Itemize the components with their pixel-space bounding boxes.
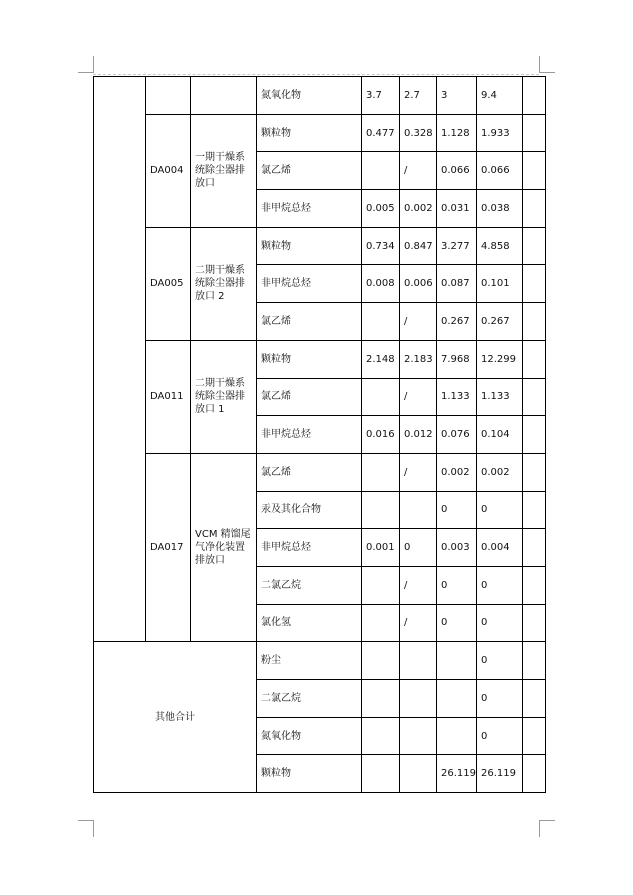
extra-cell [523,152,546,190]
value-cell-1: 2.148 [362,340,400,378]
value-cell-4: 0.038 [477,190,523,228]
value-cell-4: 0.002 [477,453,523,491]
value-cell-1 [362,642,400,680]
value-cell-2: / [400,604,437,642]
value-cell-4: 0.004 [477,529,523,567]
value-cell-1 [362,566,400,604]
value-cell-1 [362,755,400,793]
value-cell-4: 0 [477,566,523,604]
table-row [94,642,546,680]
extra-cell [523,717,546,755]
extra-cell [523,755,546,793]
value-cell-2 [400,755,437,793]
value-cell-3 [437,717,477,755]
pollutant-cell: 颗粒物 [257,114,362,152]
value-cell-1: 0.001 [362,529,400,567]
value-cell-3: 0.267 [437,303,477,341]
value-cell-4: 0 [477,717,523,755]
value-cell-3: 0 [437,566,477,604]
value-cell-2: 0.012 [400,416,437,454]
pollutant-cell: 二氯乙烷 [257,566,362,604]
value-cell-1 [362,680,400,718]
header-dashed-line [93,74,539,75]
value-cell-3: 0.087 [437,265,477,303]
value-cell-4: 0 [477,491,523,529]
value-cell-1: 0.734 [362,227,400,265]
table-row [94,453,546,491]
extra-cell [523,604,546,642]
pollutant-cell: 非甲烷总烃 [257,265,362,303]
pollutant-cell: 非甲烷总烃 [257,529,362,567]
crop-mark-bottom-right [539,820,555,837]
table-row [94,340,546,378]
value-cell-2: 0.847 [400,227,437,265]
value-cell-4: 0.066 [477,152,523,190]
value-cell-1 [362,604,400,642]
outlet-name: VCM 精馏尾气净化装置排放口 [191,453,257,641]
value-cell-4: 0.267 [477,303,523,341]
value-cell-3 [437,642,477,680]
value-cell-4: 26.119 [477,755,523,793]
value-cell-2 [400,717,437,755]
value-cell-4: 0.104 [477,416,523,454]
value-cell-2: / [400,378,437,416]
value-cell-2: 0.002 [400,190,437,228]
value-cell-4: 0 [477,680,523,718]
pollutant-cell: 氯乙烯 [257,152,362,190]
value-cell-3: 0.002 [437,453,477,491]
pollutant-cell: 粉尘 [257,642,362,680]
value-cell-1: 0.016 [362,416,400,454]
left-blank-cell [94,77,146,642]
extra-cell [523,340,546,378]
value-cell-1 [362,303,400,341]
value-cell-3: 7.968 [437,340,477,378]
outlet-code: DA005 [146,227,191,340]
extra-cell [523,566,546,604]
value-cell-2: / [400,152,437,190]
extra-cell [523,265,546,303]
value-cell-2: 0.328 [400,114,437,152]
extra-cell [523,378,546,416]
pollutant-cell: 氯化氢 [257,604,362,642]
crop-mark-top-right [539,56,555,73]
extra-cell [523,453,546,491]
outlet-code-blank [146,77,191,115]
value-cell-3: 1.133 [437,378,477,416]
pollutant-cell: 颗粒物 [257,340,362,378]
value-cell-3: 0.003 [437,529,477,567]
value-cell-3 [437,680,477,718]
outlet-name: 二期干燥系统除尘器排放口 1 [191,340,257,453]
value-cell-2 [400,642,437,680]
value-cell-2 [400,680,437,718]
value-cell-2: 0.006 [400,265,437,303]
value-cell-4: 4.858 [477,227,523,265]
pollutant-cell: 氯乙烯 [257,453,362,491]
pollutant-cell: 汞及其化合物 [257,491,362,529]
extra-cell [523,642,546,680]
value-cell-1 [362,453,400,491]
extra-cell [523,680,546,718]
value-cell-1: 0.005 [362,190,400,228]
value-cell-3: 0 [437,491,477,529]
outlet-code: DA017 [146,453,191,641]
pollutant-cell: 氮氧化物 [257,717,362,755]
value-cell-1 [362,378,400,416]
extra-cell [523,416,546,454]
value-cell-4: 0.101 [477,265,523,303]
value-cell-4: 0 [477,642,523,680]
pollutant-cell: 二氯乙烷 [257,680,362,718]
value-cell-3: 0.066 [437,152,477,190]
pollutant-cell: 氮氧化物 [257,77,362,115]
value-cell-2: / [400,303,437,341]
extra-cell [523,529,546,567]
pollutant-cell: 颗粒物 [257,227,362,265]
value-cell-3: 0.076 [437,416,477,454]
crop-mark-top-left [78,56,94,73]
table-row [94,77,546,115]
emission-table [93,76,546,793]
value-cell-3: 3.277 [437,227,477,265]
value-cell-4: 1.933 [477,114,523,152]
crop-mark-bottom-left [78,820,94,837]
value-cell-1 [362,491,400,529]
value-cell-3: 3 [437,77,477,115]
value-cell-2: / [400,453,437,491]
pollutant-cell: 非甲烷总烃 [257,416,362,454]
outlet-code: DA004 [146,114,191,227]
value-cell-2: 0 [400,529,437,567]
value-cell-2: 2.7 [400,77,437,115]
value-cell-1: 0.477 [362,114,400,152]
value-cell-3: 1.128 [437,114,477,152]
value-cell-1: 3.7 [362,77,400,115]
outlet-name-blank [191,77,257,115]
value-cell-3: 26.119 [437,755,477,793]
value-cell-4: 0 [477,604,523,642]
outlet-code: DA011 [146,340,191,453]
pollutant-cell: 非甲烷总烃 [257,190,362,228]
value-cell-3: 0.031 [437,190,477,228]
extra-cell [523,227,546,265]
table-row [94,114,546,152]
pollutant-cell: 氯乙烯 [257,303,362,341]
value-cell-4: 9.4 [477,77,523,115]
value-cell-1 [362,717,400,755]
value-cell-1 [362,152,400,190]
extra-cell [523,303,546,341]
extra-cell [523,491,546,529]
value-cell-1: 0.008 [362,265,400,303]
extra-cell [523,77,546,115]
extra-cell [523,190,546,228]
value-cell-3: 0 [437,604,477,642]
other-total-label: 其他合计 [94,642,257,793]
table-row [94,227,546,265]
value-cell-2 [400,491,437,529]
pollutant-cell: 氯乙烯 [257,378,362,416]
value-cell-4: 1.133 [477,378,523,416]
value-cell-4: 12.299 [477,340,523,378]
extra-cell [523,114,546,152]
pollutant-cell: 颗粒物 [257,755,362,793]
value-cell-2: 2.183 [400,340,437,378]
outlet-name: 二期干燥系统除尘器排放口 2 [191,227,257,340]
value-cell-2: / [400,566,437,604]
outlet-name: 一期干燥系统除尘器排放口 [191,114,257,227]
